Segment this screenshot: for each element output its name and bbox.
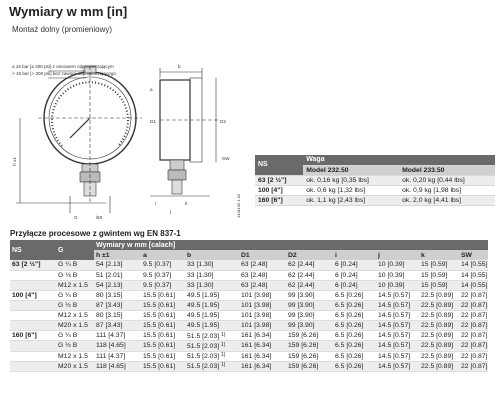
dim-thread: M20 x 1.5 [56, 361, 94, 371]
footnote-marker: 1) [221, 362, 226, 369]
dim-value: 9.5 [0.37] [143, 281, 172, 289]
dim-cell [419, 341, 459, 351]
dim-value: 6 [0.24] [335, 271, 358, 279]
dim-cell [419, 270, 459, 280]
dim-value: 62 [2.44] [288, 271, 315, 279]
dim-cell [376, 351, 419, 361]
dim-cell [376, 280, 419, 290]
dim-thread: M20 x 1.5 [56, 321, 94, 331]
dim-cell [459, 361, 488, 371]
dim-cell [286, 311, 333, 321]
dim-cell [185, 260, 239, 270]
table-row [10, 260, 488, 270]
dim-col-6: j [376, 250, 419, 260]
dim-cell [376, 341, 419, 351]
dim-value: 14.5 [0.57] [378, 302, 411, 310]
weight-ns: 160 [6"] [255, 195, 303, 205]
weight-m1: ok. 0,16 kg [0,35 lbs] [303, 175, 399, 185]
page-title: Wymiary w mm [in] [9, 4, 128, 19]
dim-value: 22 [0.87] [461, 362, 488, 370]
dim-value: 9.5 [0.37] [143, 261, 172, 269]
dim-value: 80 [3.15] [96, 312, 123, 320]
dim-value: 22 [0.87] [461, 292, 488, 300]
weight-m1: ok. 0,6 kg [1,32 lbs] [303, 185, 399, 195]
dim-cell [376, 270, 419, 280]
dim-cell [94, 270, 141, 280]
dim-col-7: k [419, 250, 459, 260]
dim-cell [185, 301, 239, 311]
drawing-code: 1431105 1.02 [236, 193, 241, 218]
dim-ns [10, 351, 56, 361]
dim-cell [141, 280, 185, 290]
dim-value: 10 [0.39] [378, 271, 405, 279]
dim-cell [185, 280, 239, 290]
dim-value: 22.5 [0.89] [421, 292, 454, 300]
dim-value: 99 [3.90] [288, 312, 315, 320]
label-i: i [155, 201, 157, 206]
dim-ns: 100 [4"] [10, 290, 56, 300]
dim-cell [239, 311, 286, 321]
dim-thread: G ¼ B [56, 331, 94, 341]
dim-value: 54 [2.13] [96, 261, 123, 269]
dim-cell [376, 290, 419, 300]
dim-cell [459, 341, 488, 351]
dim-cell [185, 270, 239, 280]
dim-cell [376, 301, 419, 311]
dim-value: 22.5 [0.89] [421, 312, 454, 320]
footnote-marker: 1) [221, 352, 226, 359]
dim-value: 14.5 [0.57] [378, 332, 411, 340]
dim-col-0: h ±1 [94, 250, 141, 260]
dim-thread: G ½ B [56, 341, 94, 351]
dim-thread: G ¼ B [56, 260, 94, 270]
dim-cell [333, 280, 376, 290]
table-row [255, 195, 495, 205]
dim-value: 22 [0.87] [461, 302, 488, 310]
dim-value: 118 [4.65] [96, 342, 126, 350]
dim-value: 63 [2.48] [241, 271, 268, 279]
dim-value: 6.5 [0.26] [335, 332, 364, 340]
dim-cell [286, 321, 333, 331]
dim-cell [286, 280, 333, 290]
dim-cell [333, 260, 376, 270]
dim-value: 22.5 [0.89] [421, 362, 454, 370]
footnote-marker: 1) [221, 341, 226, 348]
dim-cell [141, 260, 185, 270]
dim-col-g: G [56, 240, 94, 260]
dim-cell [141, 301, 185, 311]
dim-cell [141, 361, 185, 371]
label-i50: i50 [96, 215, 103, 220]
dim-cell [376, 260, 419, 270]
dim-value: 15.5 [0.61] [143, 322, 176, 330]
dim-cell [141, 351, 185, 361]
dim-ns [10, 270, 56, 280]
dim-cell [419, 290, 459, 300]
dim-value: 15 [0.59] [421, 271, 448, 279]
dim-value: 22 [0.87] [461, 342, 488, 350]
weight-m2: ok. 0,9 kg [1,98 lbs] [399, 185, 495, 195]
dim-cell [459, 260, 488, 270]
dim-cell [141, 331, 185, 341]
dim-cell [94, 341, 141, 351]
dim-col-4: D2 [286, 250, 333, 260]
label-k: k [185, 201, 188, 206]
dim-col-3: D1 [239, 250, 286, 260]
dim-cell [419, 311, 459, 321]
dim-value: 159 [6.26] [288, 332, 319, 340]
dim-value: 159 [6.26] [288, 362, 319, 370]
dim-cell [459, 301, 488, 311]
dim-value: 51.5 [2.03] [187, 342, 220, 350]
dim-cell [286, 260, 333, 270]
dim-value: 22.5 [0.89] [421, 352, 454, 360]
weight-m2: ok. 2,0 kg [4,41 lbs] [399, 195, 495, 205]
dim-cell [333, 311, 376, 321]
dim-value: 14.5 [0.57] [378, 352, 411, 360]
dim-col-1: a [141, 250, 185, 260]
table-row [10, 331, 488, 341]
dim-col-2: b [185, 250, 239, 260]
dim-value: 87 [3.43] [96, 322, 123, 330]
weight-col-model2: Model 233.50 [399, 165, 495, 175]
dim-col-5: i [333, 250, 376, 260]
dim-cell [459, 351, 488, 361]
dim-value: 33 [1.30] [187, 281, 214, 289]
dim-cell [141, 341, 185, 351]
dim-value: 22.5 [0.89] [421, 342, 454, 350]
dim-cell [459, 321, 488, 331]
dim-cell [333, 290, 376, 300]
dim-value: 54 [2.13] [96, 281, 123, 289]
dim-value: 99 [3.90] [288, 322, 315, 330]
dim-value: 33 [1.30] [187, 271, 214, 279]
dim-value: 49.5 [1.95] [187, 312, 220, 320]
dim-value: 15.5 [0.61] [143, 332, 176, 340]
dim-cell [239, 301, 286, 311]
dim-cell [94, 351, 141, 361]
dim-col-8: SW [459, 250, 488, 260]
dim-cell [459, 290, 488, 300]
dim-value: 15.5 [0.61] [143, 312, 176, 320]
dim-value: 161 [6.34] [241, 362, 272, 370]
dim-value: 22.5 [0.89] [421, 332, 454, 340]
dim-value: 118 [4.65] [96, 362, 126, 370]
dim-cell [94, 260, 141, 270]
dim-cell [185, 331, 239, 341]
dim-value: 159 [6.26] [288, 342, 319, 350]
dim-value: 49.5 [1.95] [187, 292, 220, 300]
table-row [10, 280, 488, 290]
table-row [10, 351, 488, 361]
dim-value: 101 [3.98] [241, 302, 272, 310]
process-connection-title: Przyłącze procesowe z gwintem wg EN 837-1 [10, 229, 181, 238]
dim-value: 22 [0.87] [461, 312, 488, 320]
dim-cell [185, 341, 239, 351]
dim-value: 6.5 [0.26] [335, 342, 364, 350]
dim-cell [419, 260, 459, 270]
dim-value: 161 [6.34] [241, 332, 272, 340]
dim-cell [459, 270, 488, 280]
dim-value: 99 [3.90] [288, 302, 315, 310]
dim-value: 6.5 [0.26] [335, 292, 364, 300]
dim-ns [10, 341, 56, 351]
dim-value: 51.5 [2.03] [187, 363, 220, 371]
dim-cell [286, 361, 333, 371]
dim-value: 14 [0.55] [461, 271, 488, 279]
drawing-subtitle: Montaż dolny (promieniowy) [12, 25, 113, 34]
dim-cell [376, 361, 419, 371]
dim-value: 161 [6.34] [241, 352, 272, 360]
label-d2: D2 [220, 119, 226, 124]
dim-cell [286, 301, 333, 311]
dim-cell [419, 351, 459, 361]
weight-table [255, 155, 495, 206]
dim-cell [94, 361, 141, 371]
dim-cell [333, 361, 376, 371]
dim-value: 161 [6.34] [241, 342, 272, 350]
dim-cell [333, 351, 376, 361]
dim-value: 63 [2.48] [241, 261, 268, 269]
dim-cell [94, 280, 141, 290]
dim-value: 6.5 [0.26] [335, 362, 364, 370]
dim-cell [459, 311, 488, 321]
dim-value: 6 [0.24] [335, 261, 358, 269]
dim-value: 22 [0.87] [461, 322, 488, 330]
dim-value: 15 [0.59] [421, 281, 448, 289]
label-d1: D1 [150, 119, 156, 124]
dim-value: 22.5 [0.89] [421, 322, 454, 330]
dim-value: 22 [0.87] [461, 332, 488, 340]
dim-cell [239, 351, 286, 361]
weight-ns: 100 [4"] [255, 185, 303, 195]
label-g: G [74, 215, 78, 220]
table-row [255, 175, 495, 185]
dim-cell [185, 290, 239, 300]
dim-value: 99 [3.90] [288, 292, 315, 300]
dim-cell [94, 311, 141, 321]
dim-value: 63 [2.48] [241, 281, 268, 289]
dim-value: 15.5 [0.61] [143, 342, 176, 350]
dim-cell [239, 321, 286, 331]
dim-cell [94, 321, 141, 331]
dim-value: 101 [3.98] [241, 322, 272, 330]
dim-value: 51.5 [2.03] [187, 332, 220, 340]
dim-cell [376, 311, 419, 321]
dim-ns [10, 361, 56, 371]
dim-value: 51 [2.01] [96, 271, 123, 279]
dim-cell [286, 290, 333, 300]
table-row [10, 290, 488, 300]
dim-value: 49.5 [1.95] [187, 302, 220, 310]
table-row [10, 301, 488, 311]
dimension-table [10, 240, 488, 372]
dim-thread: M12 x 1.5 [56, 351, 94, 361]
dim-ns [10, 321, 56, 331]
table-row [255, 185, 495, 195]
dim-cell [376, 321, 419, 331]
dim-cell [141, 311, 185, 321]
dim-value: 10 [0.39] [378, 281, 405, 289]
dim-value: 101 [3.98] [241, 292, 272, 300]
dim-thread: G ½ B [56, 301, 94, 311]
table-row [10, 341, 488, 351]
dim-value: 14 [0.55] [461, 261, 488, 269]
dim-value: 15 [0.59] [421, 261, 448, 269]
dim-value: 101 [3.98] [241, 312, 272, 320]
dim-cell [333, 270, 376, 280]
dim-cell [459, 280, 488, 290]
dim-value: 22.5 [0.89] [421, 302, 454, 310]
dim-cell [239, 341, 286, 351]
dim-cell [185, 351, 239, 361]
dim-value: 14 [0.55] [461, 281, 488, 289]
dim-ns [10, 311, 56, 321]
dim-cell [333, 331, 376, 341]
dim-cell [239, 270, 286, 280]
dim-cell [239, 331, 286, 341]
dim-cell [185, 311, 239, 321]
weight-ns: 63 [2 ½"] [255, 175, 303, 185]
dim-value: 111 [4.37] [96, 332, 126, 340]
label-b: b [178, 64, 181, 69]
dim-cell [419, 301, 459, 311]
dim-cell [333, 321, 376, 331]
dim-ns: 63 [2 ½"] [10, 260, 56, 270]
dim-value: 111 [4.37] [96, 352, 126, 360]
dim-cell [286, 331, 333, 341]
dim-value: 14.5 [0.57] [378, 342, 411, 350]
dim-value: 6.5 [0.26] [335, 302, 364, 310]
label-h: h ±1 [12, 157, 17, 166]
dim-cell [419, 331, 459, 341]
dim-cell [419, 280, 459, 290]
dim-value: 15.5 [0.61] [143, 292, 176, 300]
dim-thread: G ¼ B [56, 290, 94, 300]
dim-value: 80 [3.15] [96, 292, 123, 300]
drawing-note-2: > 16 bar [> 300 psi] bez zaworu odpowietrzającego [12, 71, 116, 76]
dim-value: 15.5 [0.61] [143, 302, 176, 310]
dim-cell [239, 280, 286, 290]
dim-cell [141, 290, 185, 300]
dim-value: 87 [3.43] [96, 302, 123, 310]
dim-value: 33 [1.30] [187, 261, 214, 269]
label-a: a [150, 87, 153, 92]
dim-value: 9.5 [0.37] [143, 271, 172, 279]
dim-thread: G ⅛ B [56, 270, 94, 280]
dim-cell [459, 331, 488, 341]
weight-m2: ok. 0,20 kg [0,44 lbs] [399, 175, 495, 185]
table-row [10, 361, 488, 371]
weight-col-model1: Model 232.50 [303, 165, 399, 175]
dim-thread: M12 x 1.5 [56, 311, 94, 321]
dim-value: 10 [0.39] [378, 261, 405, 269]
dim-cell [94, 331, 141, 341]
dim-cell [94, 290, 141, 300]
dim-cell [185, 321, 239, 331]
dim-value: 6 [0.24] [335, 281, 358, 289]
dim-value: 6.5 [0.26] [335, 352, 364, 360]
dim-cell [239, 260, 286, 270]
label-sw: SW [222, 156, 230, 161]
dim-cell [141, 270, 185, 280]
dim-cell [286, 270, 333, 280]
label-j: j [170, 209, 172, 214]
dim-cell [239, 361, 286, 371]
dim-cell [94, 301, 141, 311]
table-row [10, 321, 488, 331]
weight-m1: ok. 1,1 kg [2,43 lbs] [303, 195, 399, 205]
dim-cell [419, 361, 459, 371]
dim-cell [141, 321, 185, 331]
dim-cell [286, 341, 333, 351]
dim-cell [419, 321, 459, 331]
dim-thread: M12 x 1.5 [56, 280, 94, 290]
drawing-note-1: ≤ 16 bar [≤ 300 psi] z osnowem odpowietrzającym [12, 64, 114, 69]
dim-value: 14.5 [0.57] [378, 362, 411, 370]
footnote-marker: 1) [221, 331, 226, 338]
dim-ns [10, 301, 56, 311]
table-row [10, 311, 488, 321]
dim-cell [239, 290, 286, 300]
dim-value: 62 [2.44] [288, 281, 315, 289]
dim-cell [376, 331, 419, 341]
dim-value: 49.5 [1.95] [187, 322, 220, 330]
technical-drawing [10, 38, 250, 220]
dim-ns: 160 [6"] [10, 331, 56, 341]
weight-col-ns: NS [255, 155, 303, 175]
dim-value: 51.5 [2.03] [187, 353, 220, 361]
dim-cell [333, 301, 376, 311]
dim-cell [185, 361, 239, 371]
table-row [10, 270, 488, 280]
dim-value: 14.5 [0.57] [378, 312, 411, 320]
dim-value: 6.5 [0.26] [335, 312, 364, 320]
dim-value: 62 [2.44] [288, 261, 315, 269]
dim-value: 14.5 [0.57] [378, 322, 411, 330]
dim-group-header: Wymiary w mm [calach] [94, 240, 488, 250]
dim-col-ns: NS [10, 240, 56, 260]
dim-value: 6.5 [0.26] [335, 322, 364, 330]
dim-value: 22 [0.87] [461, 352, 488, 360]
dim-value: 15.5 [0.61] [143, 352, 176, 360]
dim-cell [286, 351, 333, 361]
dim-ns [10, 280, 56, 290]
dim-cell [333, 341, 376, 351]
dim-value: 15.5 [0.61] [143, 362, 176, 370]
dim-value: 14.5 [0.57] [378, 292, 411, 300]
dim-value: 159 [6.26] [288, 352, 319, 360]
weight-col-waga: Waga [303, 155, 495, 165]
